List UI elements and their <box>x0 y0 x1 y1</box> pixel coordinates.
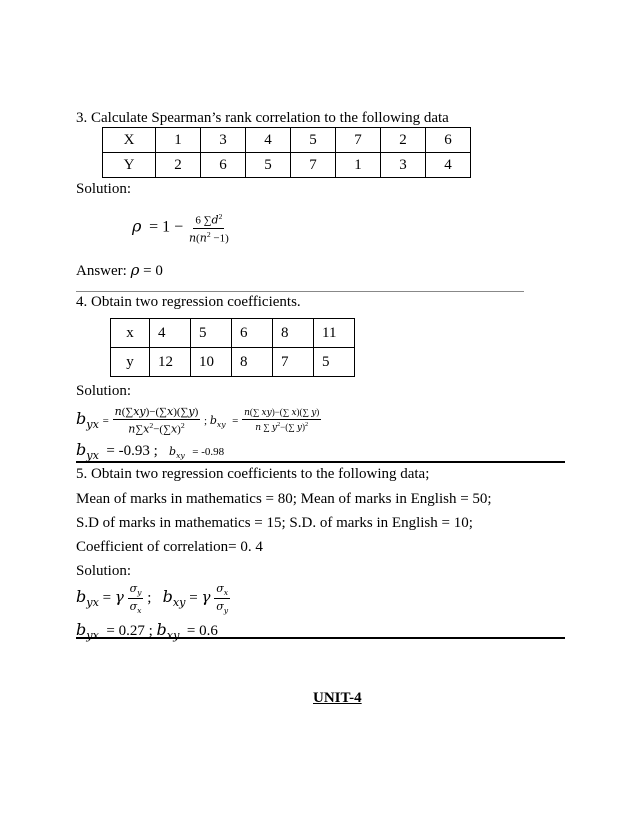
q4-title: 4. Obtain two regression coefficients. <box>76 294 301 310</box>
table-cell: 5 <box>314 348 355 377</box>
table-cell: x <box>111 319 150 348</box>
table-cell: 2 <box>156 153 201 178</box>
table-cell: 5 <box>246 153 291 178</box>
divider <box>76 637 565 639</box>
q3-title: 3. Calculate Spearman’s rank correlation to the following data <box>76 110 449 126</box>
table-cell: 2 <box>381 128 426 153</box>
q4-result: $b_{yx} = -0.93$ ; $b_{xy} = -0.98$ <box>76 440 225 463</box>
q4-solution-label: Solution: <box>76 383 132 399</box>
q5-bxy-value: = 0.6 <box>186 623 218 639</box>
table-cell: 1 <box>336 153 381 178</box>
regression-sd-formula: $b_{yx} = \gamma$ $\frac{\sigma_y}{\sigma_x}$ ; $b_{xy} = \gamma$ $\frac{\sigma_x}{\sigma_y}$ <box>76 582 229 616</box>
q3-answer-label: Answer: <box>76 263 127 279</box>
table-row <box>103 128 471 153</box>
q5-byx-value: = 0.27 ; <box>106 623 153 639</box>
table-cell: 10 <box>191 348 232 377</box>
table-cell: 6 <box>201 153 246 178</box>
table-cell: 5 <box>291 128 336 153</box>
q5-solution-label: Solution: <box>76 563 132 579</box>
spearman-data-table <box>102 127 471 178</box>
table-cell: 4 <box>426 153 471 178</box>
regression-data-table <box>110 318 355 377</box>
table-cell: 4 <box>246 128 291 153</box>
regression-formula: $b_{yx}$ = $\frac{n(\sum xy)-(\sum x)(\sum y)}{n\sum x^2-(\sum x)^2}$ ; $b_{xy}$ = $\frac{n(\sum xy)-(\sum x)(\sum y)}{n \sum y^2-(\sum y)^2}$ <box>76 405 320 436</box>
table-cell: X <box>103 128 156 153</box>
spearman-formula: ρ = 1 − $\frac{6 \sum d^2}{n(n^2 -1)}$ <box>132 212 229 245</box>
q5-line-means: Mean of marks in mathematics = 80; Mean of marks in English = 50; <box>76 491 492 507</box>
table-cell: 7 <box>273 348 314 377</box>
q3-answer: Answer: ρ = 0 <box>76 261 163 279</box>
table-cell: y <box>111 348 150 377</box>
table-cell: 5 <box>191 319 232 348</box>
q5-line-correlation: Coefficient of correlation= 0. 4 <box>76 539 263 555</box>
table-cell: 12 <box>150 348 191 377</box>
q4-bxy-value: = -0.98 <box>192 446 225 458</box>
table-cell: 3 <box>201 128 246 153</box>
q3-answer-value: = 0 <box>143 263 163 279</box>
table-cell: 3 <box>381 153 426 178</box>
table-row <box>111 319 355 348</box>
table-cell: 4 <box>150 319 191 348</box>
divider <box>76 291 524 292</box>
table-cell: 11 <box>314 319 355 348</box>
table-cell: 8 <box>232 348 273 377</box>
table-row <box>111 348 355 377</box>
q5-title: 5. Obtain two regression coefficients to the following data; <box>76 466 430 482</box>
table-cell: 6 <box>426 128 471 153</box>
divider <box>76 461 565 463</box>
table-cell: Y <box>103 153 156 178</box>
q5-result: $b_{yx} = 0.27$ ; $b_{xy} = 0.6$ <box>76 620 218 643</box>
table-cell: 1 <box>156 128 201 153</box>
q5-line-sd: S.D of marks in mathematics = 15; S.D. of marks in English = 10; <box>76 515 473 531</box>
table-cell: 6 <box>232 319 273 348</box>
table-cell: 8 <box>273 319 314 348</box>
unit-heading: UNIT-4 <box>313 690 362 706</box>
q3-solution-label: Solution: <box>76 181 132 197</box>
q4-byx-value: = -0.93 ; <box>106 443 158 459</box>
table-cell: 7 <box>336 128 381 153</box>
table-row <box>103 153 471 178</box>
table-cell: 7 <box>291 153 336 178</box>
